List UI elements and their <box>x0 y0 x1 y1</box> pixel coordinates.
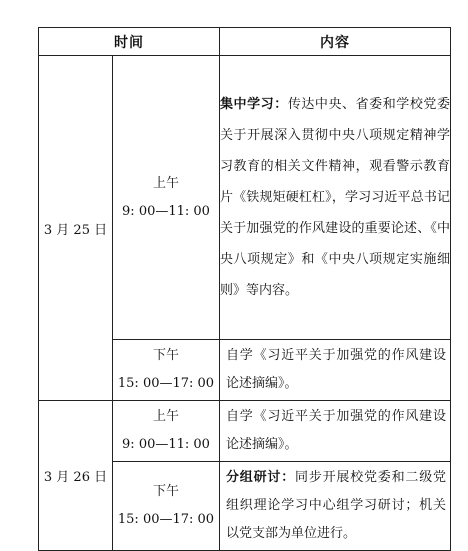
time-cell <box>113 340 220 401</box>
hours-label: 9: 00—11: 00 <box>122 437 210 452</box>
content-text: 自学《习近平关于加强党的作风建设论述摘编》。 <box>226 409 446 452</box>
content-text: 同步开展校党委和二级党组织理论学习中心组学习研讨；机关以党支部为单位进行。 <box>226 470 446 541</box>
content-lead-sep: ： <box>281 470 296 485</box>
period-label: 上午 <box>152 175 179 191</box>
content-cell <box>220 340 451 401</box>
hours-label: 15: 00—17: 00 <box>117 512 215 527</box>
content-text: 传达中央、省委和学校党委关于开展深入贯彻中央八项规定精神学习教育的相关文件精神，观看警示教育片《铁规矩硬杠杠》，学习习近平总书记关于加强党的作风建设的重要论述、《中央八项规定》和《中央八项规定实施细则》等内容。 <box>220 97 450 298</box>
header-row <box>39 28 451 56</box>
time-cell <box>113 401 220 462</box>
date-cell: 3 月 25 日 <box>39 56 113 401</box>
table-row <box>39 56 451 340</box>
content-cell <box>220 401 451 462</box>
content-text: 自学《习近平关于加强党的作风建设论述摘编》。 <box>226 348 446 391</box>
content-lead: 集中学习 <box>220 97 275 112</box>
content-lead: 分组研讨 <box>226 470 282 485</box>
table-row <box>39 401 451 462</box>
hours-label: 15: 00—17: 00 <box>117 376 215 391</box>
content-lead-sep: ： <box>274 97 288 112</box>
date-cell: 3 月 26 日 <box>39 401 113 551</box>
content-cell <box>220 56 451 340</box>
time-cell <box>113 56 220 340</box>
header-time: 时间 <box>39 28 220 56</box>
time-cell <box>113 462 220 551</box>
period-label: 上午 <box>152 409 179 424</box>
header-content: 内容 <box>220 28 451 56</box>
period-label: 下午 <box>152 484 179 499</box>
hours-label: 9: 00—11: 00 <box>122 203 210 219</box>
content-cell <box>220 462 451 551</box>
schedule-table <box>38 27 451 551</box>
period-label: 下午 <box>152 348 179 363</box>
